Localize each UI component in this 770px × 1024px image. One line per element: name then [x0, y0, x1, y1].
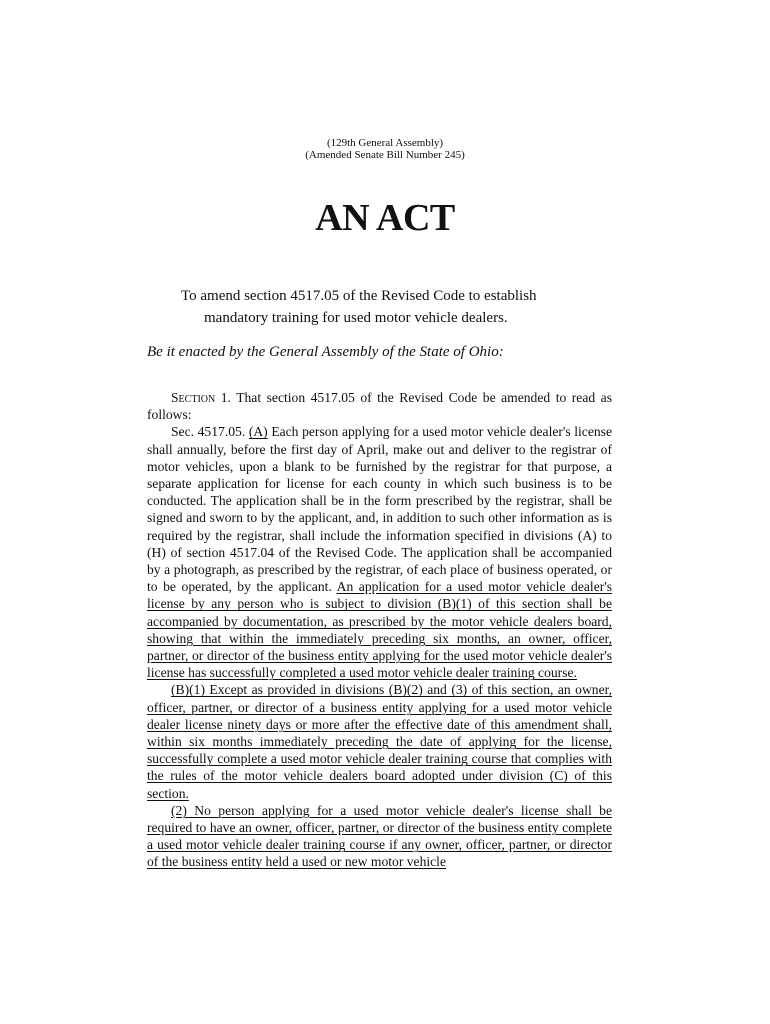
general-assembly-line: (129th General Assembly): [326, 137, 444, 149]
division-a-paragraph: [147, 423, 612, 681]
section-1-paragraph: [147, 389, 612, 423]
division-b2-paragraph: [147, 802, 612, 871]
division-a-text: Each person applying for a used motor vehicle dealer's license shall annually, before the first day of April, make out and deliver to the registrar of motor vehicles, upon a blank to be furnished by the registrar for that purpose, a separate application for license for each county in which such business is to be conducted. The application shall be in the form prescribed by the registrar, shall be signed and sworn to by the applicant, and, in addition to such other information as is required by the registrar, shall include the information specified in divisions (A) to (H) of section 4517.04 of the Revised Code. The application shall be accompanied by a photograph, as prescribed by the registrar, of each place of business operated, or to be operated, by the applicant.: [147, 424, 612, 595]
division-b1-text: (B)(1) Except as provided in divisions (B)(2) and (3) of this section, an owner, officer, partner, or director of a business entity applying for a used motor vehicle dealer license ninety days or more after the effective date of this amendment shall, within six months immediately preceding the date of applying for the license, successfully complete a used motor vehicle dealer training course that complies with the rules of the motor vehicle dealers board adopted under division (C) of this section.: [147, 682, 612, 801]
section-label: Section: [171, 390, 216, 405]
division-a-marker: (A): [248, 424, 268, 440]
division-b1-paragraph: [147, 681, 612, 801]
bill-header: [0, 137, 770, 161]
division-b2-text: (2) No person applying for a used motor vehicle dealer's license shall be required to have an owner, officer, partner, or director of the business entity complete a used motor vehicle dealer training course if any owner, officer, partner, or director of the business entity held a used or new motor vehicle: [147, 802, 612, 870]
sec-heading: Sec. 4517.05.: [171, 424, 249, 440]
purpose-line-1: To amend section 4517.05 of the Revised Code to establish: [181, 288, 537, 304]
act-title: AN ACT: [315, 197, 455, 239]
bill-number-line: (Amended Senate Bill Number 245): [305, 149, 465, 161]
enacting-clause: Be it enacted by the General Assembly of the State of Ohio:: [147, 344, 504, 360]
purpose-line-2: mandatory training for used motor vehicle dealers.: [204, 310, 508, 326]
section-1-text: 1. That section 4517.05 of the Revised Code be amended to read as follows:: [147, 390, 612, 423]
division-a-inserted-text: An application for a used motor vehicle dealer's license by any person who is subject to division (B)(1) of this section shall be accompanied by documentation, as prescribed by the motor vehicle dealers board, showing that within the immediately preceding six months, an owner, officer, partner, or director of the business entity applying for the used motor vehicle dealer's license has successfully completed a used motor vehicle dealer training course.: [147, 579, 612, 681]
bill-body: [147, 389, 612, 871]
purpose-clause: [181, 285, 611, 329]
